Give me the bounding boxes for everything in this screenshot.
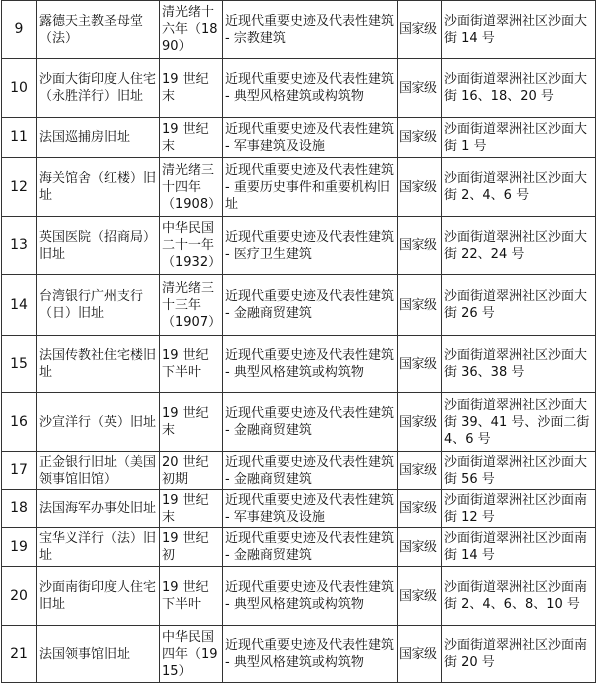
row-number-cell: 16 — [2, 393, 37, 452]
table-row — [2, 567, 596, 626]
row-number-cell: 12 — [2, 158, 37, 217]
address-cell: 沙面街道翠洲社区沙面大街 56 号 — [442, 452, 596, 490]
site-name-cell: 台湾银行广州支行（日）旧址 — [37, 275, 160, 336]
category-cell: 近现代重要史迹及代表性建筑 - 宗教建筑 — [223, 1, 398, 59]
era-cell: 20 世纪初期 — [160, 452, 223, 490]
protection-level-cell: 国家级 — [398, 452, 442, 490]
table-row — [2, 118, 596, 158]
address-cell: 沙面街道翠洲社区沙面大街 1 号 — [442, 118, 596, 158]
site-name-cell: 法国海军办事处旧址 — [37, 490, 160, 528]
row-number-cell: 13 — [2, 217, 37, 275]
table-row — [2, 490, 596, 528]
row-number-cell: 18 — [2, 490, 37, 528]
address-cell: 沙面街道翠洲社区沙面南街 12 号 — [442, 490, 596, 528]
address-cell: 沙面街道翠洲社区沙面大街 14 号 — [442, 1, 596, 59]
row-number-cell: 15 — [2, 336, 37, 393]
table-row — [2, 528, 596, 567]
site-name-cell: 法国领事馆旧址 — [37, 626, 160, 683]
table-row — [2, 217, 596, 275]
protection-level-cell: 国家级 — [398, 158, 442, 217]
era-cell: 19 世纪末 — [160, 118, 223, 158]
row-number-cell: 11 — [2, 118, 37, 158]
category-cell: 近现代重要史迹及代表性建筑 - 典型风格建筑或构筑物 — [223, 336, 398, 393]
category-cell: 近现代重要史迹及代表性建筑 - 医疗卫生建筑 — [223, 217, 398, 275]
era-cell: 中华民国四年（1915） — [160, 626, 223, 683]
site-name-cell: 法国传教社住宅楼旧址 — [37, 336, 160, 393]
era-cell: 19 世纪下半叶 — [160, 567, 223, 626]
era-cell: 19 世纪末 — [160, 59, 223, 118]
address-cell: 沙面街道翠洲社区沙面南街 14 号 — [442, 528, 596, 567]
site-name-cell: 沙面南街印度人住宅 旧址 — [37, 567, 160, 626]
table-row — [2, 452, 596, 490]
address-cell: 沙面街道翠洲社区沙面南街 2、4、6、8、10 号 — [442, 567, 596, 626]
address-cell: 沙面街道翠洲社区沙面大街 16、18、20 号 — [442, 59, 596, 118]
table-row — [2, 336, 596, 393]
category-cell: 近现代重要史迹及代表性建筑 - 典型风格建筑或构筑物 — [223, 59, 398, 118]
protection-level-cell: 国家级 — [398, 528, 442, 567]
site-name-cell: 沙宣洋行（英）旧址 — [37, 393, 160, 452]
era-cell: 清光绪十六年（1890） — [160, 1, 223, 59]
protection-level-cell: 国家级 — [398, 59, 442, 118]
protection-level-cell: 国家级 — [398, 490, 442, 528]
address-cell: 沙面街道翠洲社区沙面大街 36、38 号 — [442, 336, 596, 393]
category-cell: 近现代重要史迹及代表性建筑 - 典型风格建筑或构筑物 — [223, 626, 398, 683]
category-cell: 近现代重要史迹及代表性建筑 - 金融商贸建筑 — [223, 452, 398, 490]
protection-level-cell: 国家级 — [398, 567, 442, 626]
era-cell: 中华民国二十一年（1932） — [160, 217, 223, 275]
category-cell: 近现代重要史迹及代表性建筑 - 重要历史事件和重要机构旧址 — [223, 158, 398, 217]
protection-level-cell: 国家级 — [398, 1, 442, 59]
era-cell: 19 世纪初 — [160, 528, 223, 567]
category-cell: 近现代重要史迹及代表性建筑 - 典型风格建筑或构筑物 — [223, 567, 398, 626]
category-cell: 近现代重要史迹及代表性建筑 - 军事建筑及设施 — [223, 490, 398, 528]
table-row — [2, 59, 596, 118]
heritage-table — [1, 0, 596, 683]
site-name-cell: 沙面大街印度人住宅（永胜洋行）旧址 — [37, 59, 160, 118]
era-cell: 19 世纪末 — [160, 393, 223, 452]
row-number-cell: 9 — [2, 1, 37, 59]
category-cell: 近现代重要史迹及代表性建筑 - 金融商贸建筑 — [223, 275, 398, 336]
era-cell: 19 世纪下半叶 — [160, 336, 223, 393]
row-number-cell: 21 — [2, 626, 37, 683]
row-number-cell: 10 — [2, 59, 37, 118]
era-cell: 19 世纪末 — [160, 490, 223, 528]
table-row — [2, 393, 596, 452]
address-cell: 沙面街道翠洲社区沙面南街 20 号 — [442, 626, 596, 683]
category-cell: 近现代重要史迹及代表性建筑 - 军事建筑及设施 — [223, 118, 398, 158]
address-cell: 沙面街道翠洲社区沙面大街 2、4、6 号 — [442, 158, 596, 217]
protection-level-cell: 国家级 — [398, 336, 442, 393]
protection-level-cell: 国家级 — [398, 217, 442, 275]
site-name-cell: 法国巡捕房旧址 — [37, 118, 160, 158]
category-cell: 近现代重要史迹及代表性建筑 - 金融商贸建筑 — [223, 393, 398, 452]
site-name-cell: 宝华义洋行（法）旧址 — [37, 528, 160, 567]
table-row — [2, 1, 596, 59]
category-cell: 近现代重要史迹及代表性建筑 - 金融商贸建筑 — [223, 528, 398, 567]
era-cell: 清光绪三十三年（1907） — [160, 275, 223, 336]
table-row — [2, 626, 596, 683]
era-cell: 清光绪三十四年（1908） — [160, 158, 223, 217]
protection-level-cell: 国家级 — [398, 118, 442, 158]
row-number-cell: 17 — [2, 452, 37, 490]
site-name-cell: 海关馆舍（红楼）旧址 — [37, 158, 160, 217]
protection-level-cell: 国家级 — [398, 626, 442, 683]
protection-level-cell: 国家级 — [398, 393, 442, 452]
address-cell: 沙面街道翠洲社区沙面大街 22、24 号 — [442, 217, 596, 275]
row-number-cell: 14 — [2, 275, 37, 336]
protection-level-cell: 国家级 — [398, 275, 442, 336]
site-name-cell: 英国医院（招商局）旧址 — [37, 217, 160, 275]
table-row — [2, 158, 596, 217]
site-name-cell: 露德天主教圣母堂（法） — [37, 1, 160, 59]
row-number-cell: 19 — [2, 528, 37, 567]
table-row — [2, 275, 596, 336]
address-cell: 沙面街道翠洲社区沙面大街 39、41 号、沙面二街 4、6 号 — [442, 393, 596, 452]
site-name-cell: 正金银行旧址（美国领事馆旧馆） — [37, 452, 160, 490]
row-number-cell: 20 — [2, 567, 37, 626]
address-cell: 沙面街道翠洲社区沙面大街 26 号 — [442, 275, 596, 336]
